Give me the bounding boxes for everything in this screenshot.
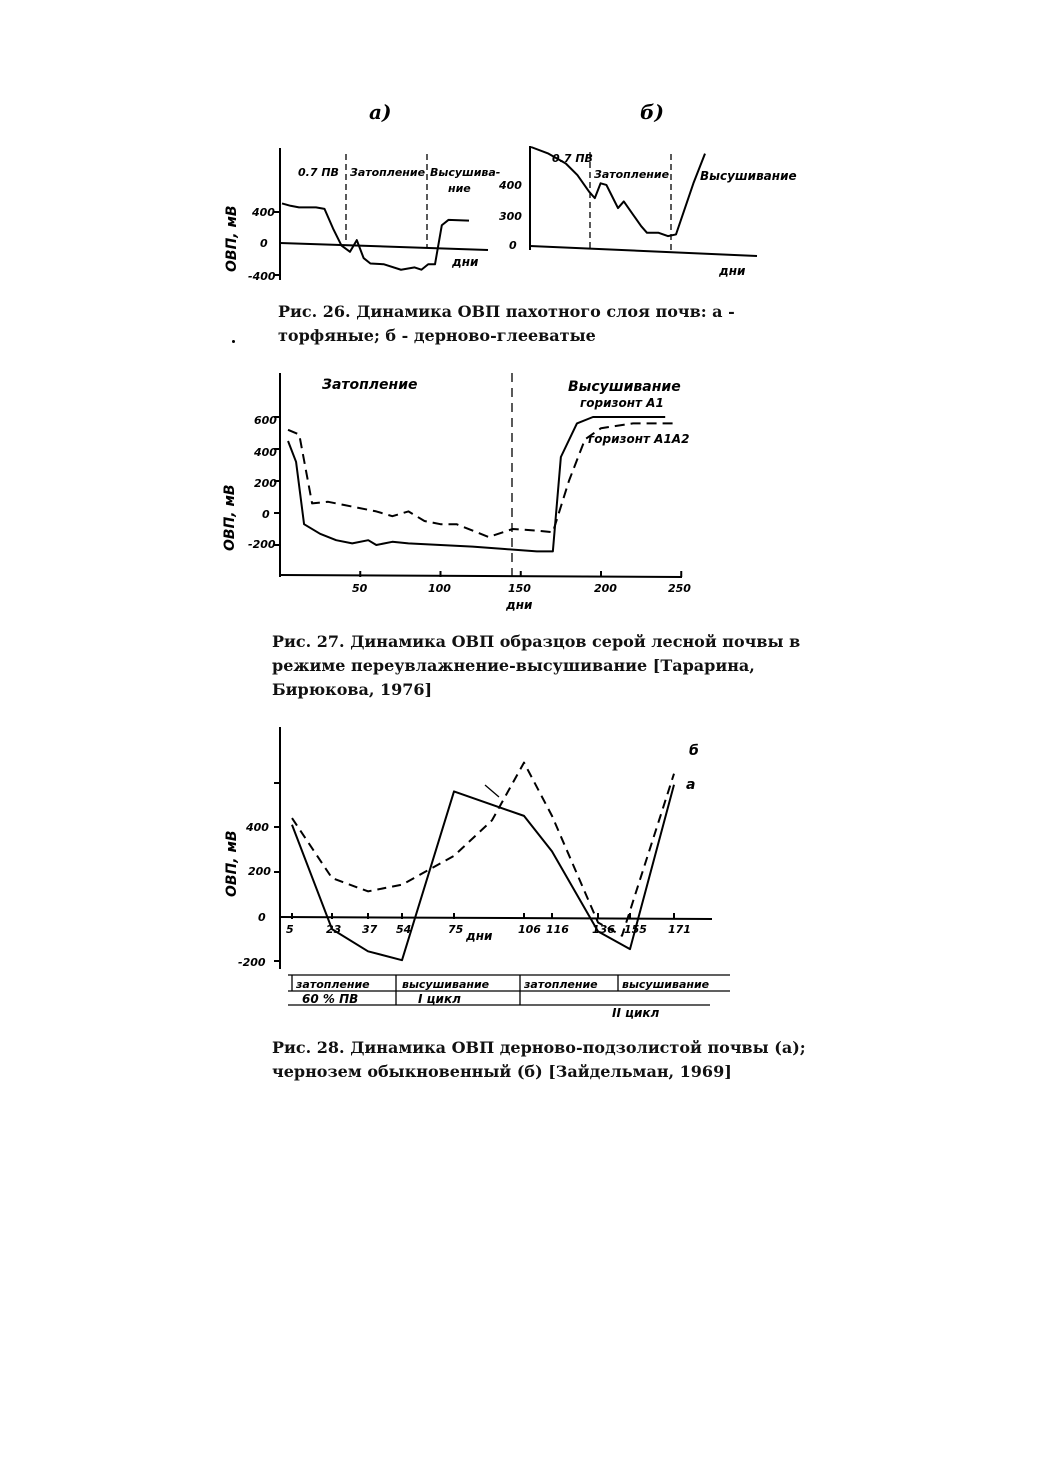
fig26b-phase-label-0: 0.7 ПВ	[552, 152, 593, 165]
fig27-phase-label-1: Высушивание	[568, 379, 681, 395]
fig27-ytick-400: 400	[254, 446, 277, 459]
fig27-xtick-200: 200	[594, 582, 617, 595]
fig28-xtick-75: 75	[448, 923, 464, 936]
fig28-caption-line-1: чернозем обыкновенный (б) [Зайдельман, 1969]	[272, 1062, 732, 1081]
fig27-phase-label-0: Затопление	[322, 377, 418, 393]
fig27-caption-line-0: Рис. 27. Динамика ОВП образцов серой лесной почвы в	[272, 632, 801, 651]
fig26b-panel-label: б)	[640, 100, 664, 124]
fig26-caption-line-1: торфяные; б - дерново-глееватые	[278, 326, 596, 345]
fig28-xtick-37: 37	[362, 923, 378, 936]
stray-dot	[232, 340, 235, 343]
fig28-x-axis	[280, 917, 712, 919]
fig27-xtick-250: 250	[668, 582, 691, 595]
fig28-xtick-23: 23	[326, 923, 342, 936]
fig28-table-cell-0-1: высушивание	[402, 978, 490, 991]
fig27-x-axis	[280, 575, 682, 577]
fig28-ytick-200: 200	[248, 865, 271, 878]
fig27-series-label-0: горизонт А1	[580, 396, 664, 410]
fig26a-phase-label-0: 0.7 ПВ	[298, 166, 339, 179]
fig26a-phase-label-3: ние	[448, 182, 471, 195]
fig26a-phase-label-1: Затопление	[350, 166, 426, 179]
fig26a-ytick-neg400: -400	[248, 270, 276, 283]
fig28-ylabel: ОВП, мВ	[224, 830, 240, 897]
fig28-table-cell-0-0: затопление	[296, 978, 370, 991]
fig27-xlabel: дни	[506, 598, 533, 612]
fig26a-ytick-400: 400	[252, 206, 275, 219]
fig28-ytick-400: 400	[246, 821, 269, 834]
fig26a-ytick-0: 0	[260, 237, 268, 250]
fig28-chart	[224, 725, 740, 1025]
fig26b-phase-label-1: Затопление	[594, 168, 670, 181]
fig26b-ytick-0: 0	[509, 239, 517, 252]
fig26a-x-axis	[280, 243, 488, 250]
fig26a-ylabel: ОВП, мВ	[224, 205, 240, 272]
fig27-series-label-1: горизонт А1А2	[588, 432, 690, 446]
fig27-caption	[272, 630, 800, 702]
fig27-xtick-50: 50	[352, 582, 368, 595]
fig28-xtick-155: 155	[624, 923, 647, 936]
fig27-ytick-600: 600	[254, 414, 277, 427]
fig26a-panel-label: а)	[369, 100, 392, 124]
fig28-table-cell-1-0: 60 % ПВ	[302, 992, 359, 1006]
fig26b-x-axis	[530, 246, 757, 256]
fig26b-chart	[495, 140, 815, 285]
fig28-series-1-line	[292, 763, 674, 936]
fig28-caption-line-0: Рис. 28. Динамика ОВП дерново-подзолистой почвы (а);	[272, 1038, 806, 1057]
fig28-crossing-mark	[485, 785, 499, 797]
fig28-xtick-116: 116	[546, 923, 569, 936]
fig27-ytick-neg200: -200	[248, 538, 276, 551]
fig28-xlabel: дни	[466, 929, 493, 943]
fig28-series-label-a: а	[686, 777, 696, 793]
fig26a-xlabel: дни	[452, 255, 479, 269]
fig28-ytick-0: 0	[258, 911, 266, 924]
fig28-caption	[272, 1036, 806, 1084]
fig27-ytick-0: 0	[262, 508, 270, 521]
fig26a-chart	[220, 140, 500, 290]
fig28-table-cell-0-3: высушивание	[622, 978, 710, 991]
fig28-xtick-171: 171	[668, 923, 691, 936]
fig27-caption-line-2: Бирюкова, 1976]	[272, 680, 433, 699]
fig28-table-cell-1-2: II цикл	[612, 1006, 660, 1020]
fig26a-series-layer	[282, 203, 469, 269]
fig27-caption-line-1: режиме переувлажнение-высушивание [Тарарина,	[272, 656, 755, 675]
fig28-xtick-106: 106	[518, 923, 541, 936]
fig26b-phase-label-2: Высушивание	[700, 169, 797, 183]
fig28-table-cell-0-2: затопление	[524, 978, 598, 991]
fig26-caption	[278, 300, 735, 348]
fig26b-ytick-300: 300	[499, 210, 522, 223]
fig27-ylabel: ОВП, мВ	[222, 484, 238, 551]
fig27-xtick-150: 150	[508, 582, 531, 595]
fig26b-xlabel: дни	[719, 264, 746, 278]
fig27-xtick-100: 100	[428, 582, 451, 595]
fig26a-series-0-line	[282, 203, 469, 269]
fig27-ytick-200: 200	[254, 477, 277, 490]
fig28-ytick-neg200: -200	[238, 956, 266, 969]
fig28-xtick-5: 5	[286, 923, 294, 936]
fig28-phase-table	[288, 975, 730, 1020]
fig28-xtick-136: 136	[592, 923, 615, 936]
fig28-series-label-b: б	[689, 743, 699, 759]
fig26a-phase-label-2: Высушива-	[430, 166, 501, 179]
fig28-table-cell-1-1: I цикл	[418, 992, 461, 1006]
fig27-chart	[210, 365, 730, 620]
fig26-caption-line-0: Рис. 26. Динамика ОВП пахотного слоя почв: а -	[278, 302, 735, 321]
fig28-xtick-54: 54	[396, 923, 412, 936]
fig26b-ytick-400: 400	[499, 179, 522, 192]
